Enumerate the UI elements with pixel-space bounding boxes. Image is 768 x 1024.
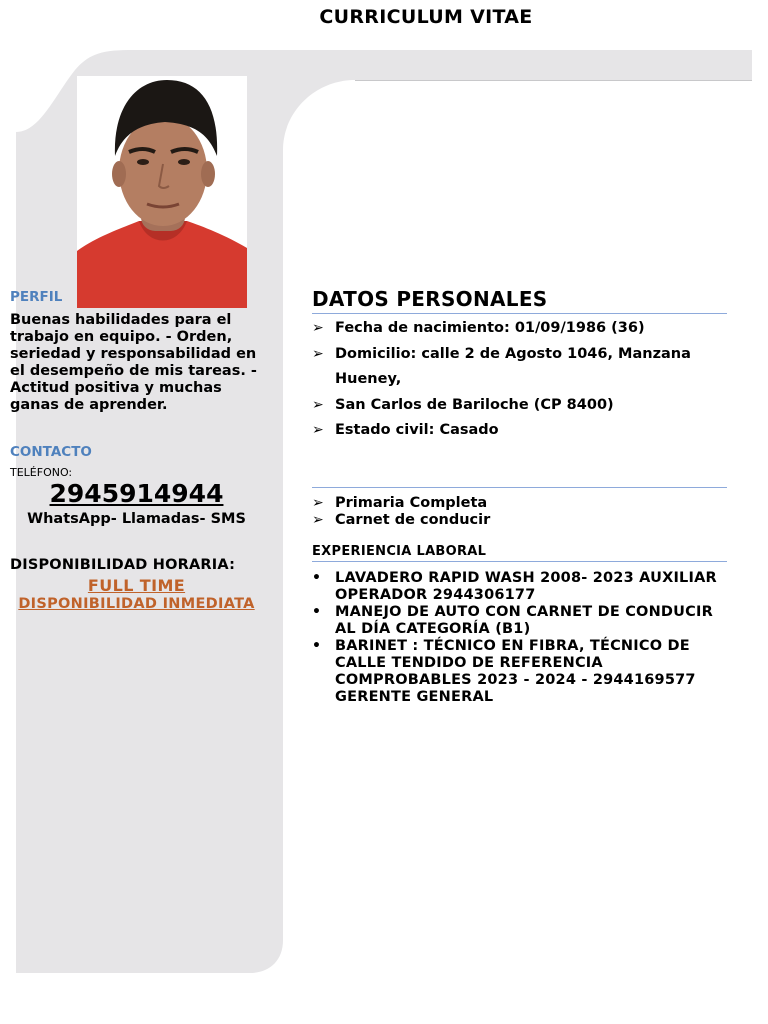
list-item: ➢ Primaria Completa <box>312 495 488 511</box>
list-item: ➢ Fecha de nacimiento: 01/09/1986 (36) <box>312 316 732 342</box>
list-item: ➢ Carnet de conducir <box>312 512 491 528</box>
full-time-label: FULL TIME <box>87 576 186 595</box>
list-item: • MANEJO DE AUTO CON CARNET DE CONDUCIR AL DÍA CATEGORÍA (B1) <box>312 604 713 637</box>
arrow-bullet-icon: ➢ <box>312 512 324 528</box>
section-divider <box>312 487 727 488</box>
arrow-bullet-icon: ➢ <box>312 396 324 413</box>
disponibilidad-inmediata-label: DISPONIBILIDAD INMEDIATA <box>18 596 255 612</box>
phone-number: 2945914944 <box>49 479 224 508</box>
dot-bullet-icon: • <box>312 638 322 654</box>
list-item: • BARINET : TÉCNICO EN FIBRA, TÉCNICO DE CALLE TENDIDO DE REFERENCIA COMPROBABLES 2023 - 2024 - 2944169577 GERENTE GENERAL <box>312 638 696 705</box>
arrow-bullet-icon: ➢ <box>312 345 324 362</box>
arrow-bullet-icon: ➢ <box>312 495 324 511</box>
list-item: ➢ San Carlos de Bariloche (CP 8400) <box>312 393 732 419</box>
profile-photo <box>77 76 247 308</box>
document-title: CURRICULUM VITAE <box>319 6 533 28</box>
section-divider <box>312 561 727 562</box>
contact-channels: WhatsApp- Llamadas- SMS <box>27 511 246 527</box>
datos-personales-list <box>312 316 732 444</box>
perfil-text: Buenas habilidades para el trabajo en equipo. - Orden, seriedad y responsabilidad en el desempeño de mis tareas. - Actitud positiva y muchas ganas de aprender. <box>10 312 257 413</box>
section-divider <box>312 313 727 314</box>
experiencia-heading: EXPERIENCIA LABORAL <box>312 544 487 559</box>
list-item: • LAVADERO RAPID WASH 2008- 2023 AUXILIAR OPERADOR 2944306177 <box>312 570 717 603</box>
list-item: ➢ Domicilio: calle 2 de Agosto 1046, Manzana Hueney, <box>312 342 732 393</box>
arrow-bullet-icon: ➢ <box>312 422 324 438</box>
experiencia-list <box>312 570 732 706</box>
contacto-heading: CONTACTO <box>10 444 92 460</box>
dot-bullet-icon: • <box>312 604 322 620</box>
dot-bullet-icon: • <box>312 570 322 586</box>
disponibilidad-heading: DISPONIBILIDAD HORARIA: <box>10 557 236 573</box>
educacion-list <box>312 495 732 529</box>
list-item: ➢ Estado civil: Casado <box>312 418 732 444</box>
datos-personales-heading: DATOS PERSONALES <box>312 287 548 311</box>
perfil-heading: PERFIL <box>10 289 63 305</box>
arrow-bullet-icon: ➢ <box>312 320 324 336</box>
phone-label: TELÉFONO: <box>10 466 73 479</box>
